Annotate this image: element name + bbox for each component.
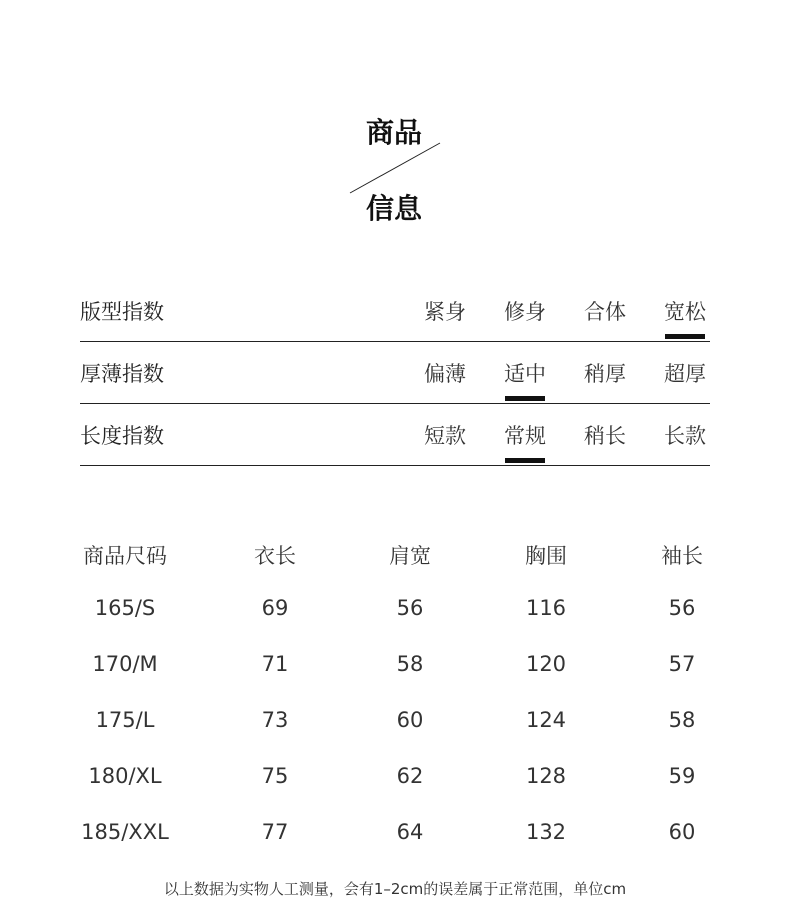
table-cell: 57 bbox=[668, 652, 696, 676]
table-cell: 185/XXL bbox=[81, 820, 169, 844]
column-header: 衣长 bbox=[254, 544, 296, 568]
table-cell: 59 bbox=[668, 764, 696, 788]
index-row-label: 长度指数 bbox=[80, 424, 164, 448]
table-cell: 60 bbox=[396, 708, 424, 732]
index-row bbox=[80, 342, 710, 404]
section-title bbox=[340, 105, 450, 225]
index-option-label: 合体 bbox=[584, 300, 626, 324]
table-row bbox=[70, 754, 750, 810]
index-option-label: 紧身 bbox=[424, 300, 466, 324]
index-row-label: 厚薄指数 bbox=[80, 362, 164, 386]
column-header: 胸围 bbox=[525, 544, 567, 568]
index-option bbox=[420, 296, 470, 326]
index-option-selected bbox=[500, 358, 550, 388]
table-row bbox=[70, 586, 750, 642]
table-cell: 75 bbox=[261, 764, 289, 788]
index-option-label: 适中 bbox=[504, 362, 546, 386]
table-cell: 56 bbox=[668, 596, 696, 620]
index-option bbox=[660, 358, 710, 388]
table-cell: 62 bbox=[396, 764, 424, 788]
index-option-label: 超厚 bbox=[664, 362, 706, 386]
table-cell: 73 bbox=[261, 708, 289, 732]
table-cell: 60 bbox=[668, 820, 696, 844]
selected-indicator-bar bbox=[665, 334, 705, 339]
index-option bbox=[580, 358, 630, 388]
index-option bbox=[420, 420, 470, 450]
measurement-note: 以上数据为实物人工测量，会有1–2cm的误差属于正常范围，单位cm bbox=[163, 880, 627, 898]
index-row bbox=[80, 280, 710, 342]
column-header: 商品尺码 bbox=[83, 544, 167, 568]
table-cell: 56 bbox=[396, 596, 424, 620]
table-header-row bbox=[70, 530, 750, 586]
index-option-label: 长款 bbox=[664, 424, 706, 448]
index-option-selected bbox=[500, 420, 550, 450]
table-row bbox=[70, 698, 750, 754]
column-header: 袖长 bbox=[661, 544, 703, 568]
table-cell: 116 bbox=[525, 596, 567, 620]
selected-indicator-bar bbox=[505, 458, 545, 463]
table-cell: 124 bbox=[525, 708, 567, 732]
table-cell: 71 bbox=[261, 652, 289, 676]
title-line-1: 商品 bbox=[366, 116, 423, 149]
table-cell: 175/L bbox=[95, 708, 155, 732]
index-option bbox=[500, 296, 550, 326]
table-row bbox=[70, 642, 750, 698]
table-cell: 64 bbox=[396, 820, 424, 844]
index-option-label: 宽松 bbox=[664, 300, 706, 324]
index-option-label: 稍长 bbox=[584, 424, 626, 448]
index-option bbox=[420, 358, 470, 388]
column-header: 肩宽 bbox=[389, 544, 431, 568]
index-row-label: 版型指数 bbox=[80, 300, 164, 324]
fit-index-table bbox=[80, 280, 710, 466]
index-option bbox=[580, 296, 630, 326]
index-option-label: 修身 bbox=[504, 300, 546, 324]
table-cell: 165/S bbox=[94, 596, 156, 620]
table-row bbox=[70, 810, 750, 866]
table-cell: 77 bbox=[261, 820, 289, 844]
table-cell: 69 bbox=[261, 596, 289, 620]
table-cell: 170/M bbox=[92, 652, 158, 676]
table-cell: 128 bbox=[525, 764, 567, 788]
index-option-selected bbox=[660, 296, 710, 326]
index-option bbox=[580, 420, 630, 450]
index-row bbox=[80, 404, 710, 466]
table-cell: 58 bbox=[396, 652, 424, 676]
index-option bbox=[660, 420, 710, 450]
index-option-label: 稍厚 bbox=[584, 362, 626, 386]
table-cell: 132 bbox=[525, 820, 567, 844]
table-cell: 58 bbox=[668, 708, 696, 732]
index-option-label: 偏薄 bbox=[424, 362, 466, 386]
selected-indicator-bar bbox=[505, 396, 545, 401]
table-cell: 120 bbox=[525, 652, 567, 676]
title-line-2: 信息 bbox=[366, 192, 423, 225]
size-chart-table bbox=[70, 530, 750, 866]
index-option-label: 常规 bbox=[504, 424, 546, 448]
table-cell: 180/XL bbox=[88, 764, 162, 788]
index-option-label: 短款 bbox=[424, 424, 466, 448]
